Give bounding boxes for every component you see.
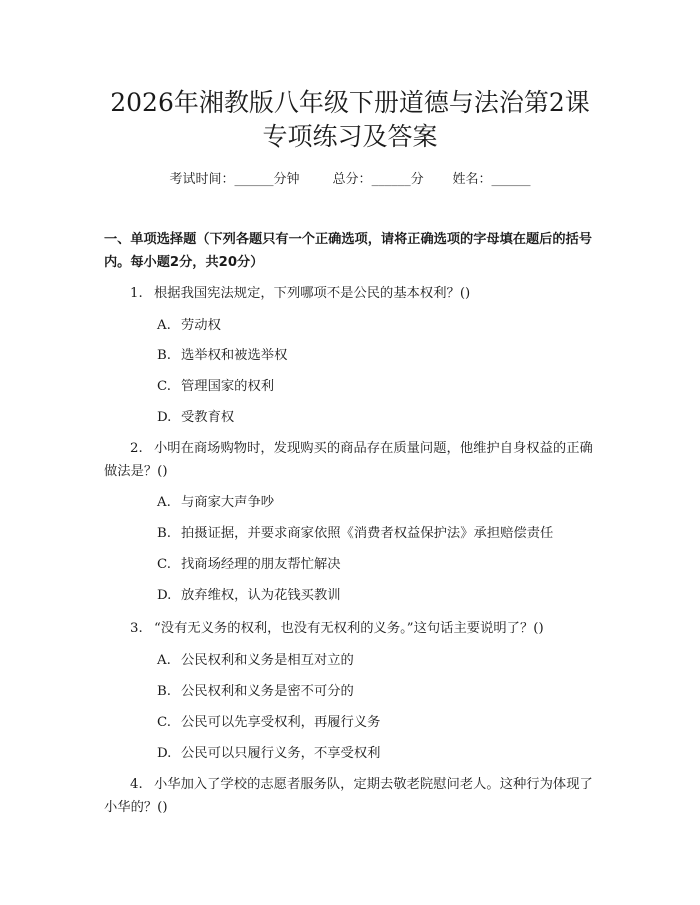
q3-option-c — [157, 713, 597, 733]
question-text: 根据我国宪法规定，下列哪项不是公民的基本权利？() — [154, 286, 471, 301]
option-letter: B. — [157, 684, 171, 699]
question-4 — [104, 773, 604, 819]
question-2 — [104, 437, 604, 483]
option-text: 选举权和被选举权 — [181, 348, 288, 363]
question-text: “没有无义务的权利，也没有无权利的义务。”这句话主要说明了？() — [154, 621, 544, 636]
time-unit: 分钟 — [273, 172, 300, 187]
option-letter: B. — [157, 526, 171, 541]
q1-option-a — [157, 316, 597, 336]
exam-meta — [0, 168, 700, 187]
document-title-line1: 2026年湘教版八年级下册道德与法治第2课 — [110, 88, 590, 117]
question-text: 小明在商场购物时，发现购买的商品存在质量问题，他维护自身权益的正确做法是？() — [104, 441, 593, 479]
q1-option-b — [157, 346, 597, 366]
question-number: 2. — [130, 441, 143, 456]
option-text: 放弃维权，认为花钱买教训 — [181, 588, 341, 603]
option-text: 与商家大声争吵 — [181, 495, 275, 510]
option-text: 公民权利和义务是密不可分的 — [181, 684, 354, 699]
name-label: 姓名： — [452, 172, 492, 187]
option-letter: A. — [157, 495, 171, 510]
q3-option-d — [157, 744, 597, 764]
score-unit: 分 — [410, 172, 424, 187]
option-letter: D. — [157, 746, 172, 761]
question-1 — [104, 282, 604, 305]
question-number: 1. — [130, 286, 143, 301]
q1-option-c — [157, 377, 597, 397]
q1-option-d — [157, 408, 597, 428]
option-letter: A. — [157, 653, 171, 668]
document-title-line2: 专项练习及答案 — [262, 122, 438, 151]
score-blank: ______ — [371, 172, 411, 187]
name-blank: ______ — [491, 172, 531, 187]
option-letter: B. — [157, 348, 171, 363]
option-letter: C. — [157, 379, 171, 394]
q2-option-d — [157, 586, 597, 606]
score-label: 总分： — [332, 172, 372, 187]
option-letter: D. — [157, 410, 172, 425]
q2-option-b — [157, 524, 597, 544]
time-blank: ______ — [234, 172, 274, 187]
question-3 — [104, 617, 604, 640]
option-text: 拍摄证据，并要求商家依照《消费者权益保护法》承担赔偿责任 — [181, 526, 554, 541]
q2-option-c — [157, 555, 597, 575]
q3-option-a — [157, 651, 597, 671]
question-number: 3. — [130, 621, 143, 636]
option-letter: A. — [157, 318, 171, 333]
time-label: 考试时间： — [169, 172, 235, 187]
option-letter: C. — [157, 715, 171, 730]
option-letter: C. — [157, 557, 171, 572]
question-text: 小华加入了学校的志愿者服务队，定期去敬老院慰问老人。这种行为体现了小华的？() — [104, 777, 593, 815]
q3-option-b — [157, 682, 597, 702]
option-text: 受教育权 — [181, 410, 235, 425]
option-text: 劳动权 — [181, 318, 221, 333]
option-text: 公民可以先享受权利，再履行义务 — [181, 715, 381, 730]
option-text: 公民权利和义务是相互对立的 — [181, 653, 354, 668]
question-number: 4. — [130, 777, 143, 792]
option-text: 找商场经理的朋友帮忙解决 — [181, 557, 341, 572]
option-text: 管理国家的权利 — [181, 379, 275, 394]
option-text: 公民可以只履行义务，不享受权利 — [181, 746, 381, 761]
option-letter: D. — [157, 588, 172, 603]
section-title: 一、单项选择题（下列各题只有一个正确选项，请将正确选项的字母填在题后的括号内。每小题2分，共20分） — [104, 232, 592, 270]
q2-option-a — [157, 493, 597, 513]
